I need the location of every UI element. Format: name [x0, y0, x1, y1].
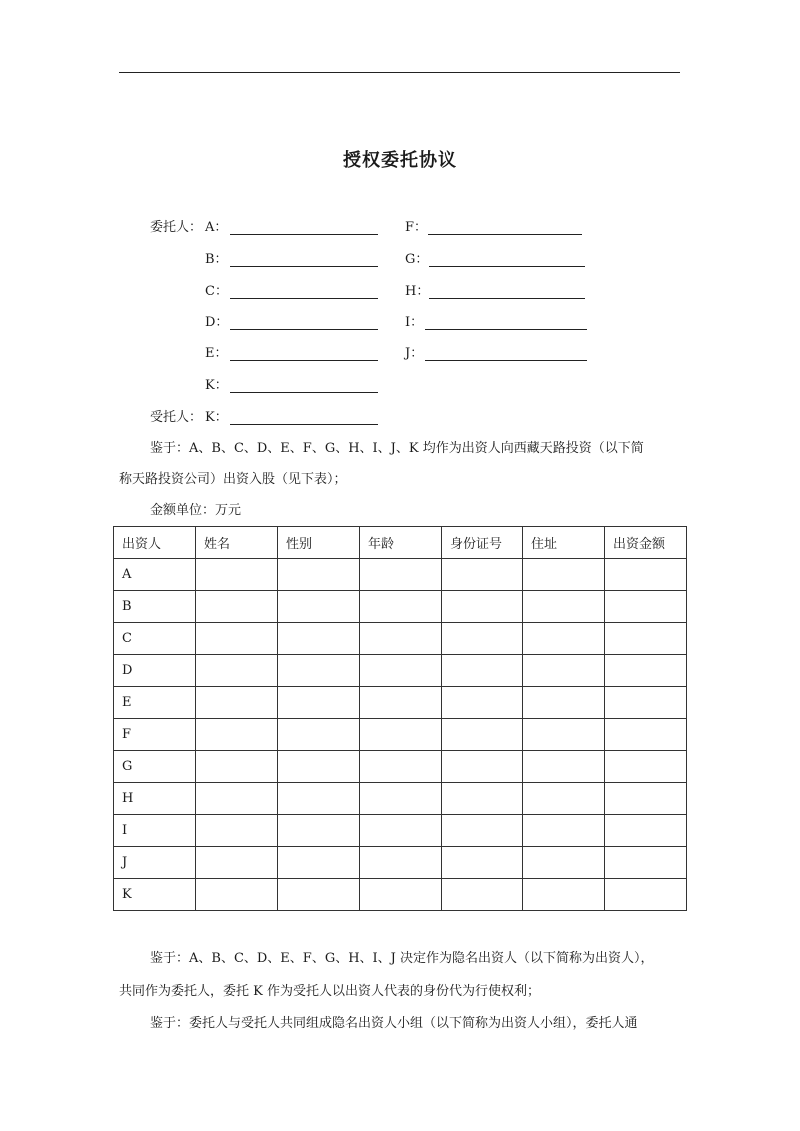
- amount-cell[interactable]: [605, 687, 687, 719]
- investor-cell: A: [114, 559, 196, 591]
- address-cell[interactable]: [523, 815, 605, 847]
- party-row-b-g: [150, 250, 600, 270]
- trustee-label: 受托人：: [150, 410, 203, 425]
- id-number-cell[interactable]: [442, 847, 523, 879]
- address-cell[interactable]: [523, 847, 605, 879]
- name-cell[interactable]: [196, 623, 278, 655]
- table-row: [114, 687, 687, 719]
- trustee-row: [150, 408, 600, 428]
- table-row: [114, 847, 687, 879]
- gender-cell[interactable]: [278, 879, 360, 911]
- gender-cell[interactable]: [278, 687, 360, 719]
- gender-cell[interactable]: [278, 847, 360, 879]
- name-cell[interactable]: [196, 719, 278, 751]
- id-number-cell[interactable]: [442, 783, 523, 815]
- party-label-d: D：: [205, 315, 229, 330]
- table-row: [114, 623, 687, 655]
- header-rule: [119, 72, 680, 73]
- party-b-blank[interactable]: [230, 266, 378, 267]
- trustee-blank[interactable]: [230, 424, 378, 425]
- party-g-blank[interactable]: [429, 266, 585, 267]
- party-d-blank[interactable]: [230, 329, 378, 330]
- amount-cell[interactable]: [605, 623, 687, 655]
- age-cell[interactable]: [360, 719, 442, 751]
- table-row: [114, 751, 687, 783]
- name-cell[interactable]: [196, 815, 278, 847]
- party-e-blank[interactable]: [230, 360, 378, 361]
- party-label-f: F：: [405, 220, 428, 235]
- party-a-blank[interactable]: [230, 234, 378, 235]
- party-k-blank[interactable]: [230, 392, 378, 393]
- column-header-address: 住址: [523, 527, 605, 559]
- column-header-investor: 出资人: [114, 527, 196, 559]
- party-c-blank[interactable]: [230, 298, 378, 299]
- address-cell[interactable]: [523, 879, 605, 911]
- id-number-cell[interactable]: [442, 719, 523, 751]
- address-cell[interactable]: [523, 559, 605, 591]
- age-cell[interactable]: [360, 687, 442, 719]
- table-row: [114, 815, 687, 847]
- name-cell[interactable]: [196, 655, 278, 687]
- gender-cell[interactable]: [278, 623, 360, 655]
- party-label-e: E：: [205, 346, 228, 361]
- column-header-amount: 出资金额: [605, 527, 687, 559]
- address-cell[interactable]: [523, 687, 605, 719]
- name-cell[interactable]: [196, 751, 278, 783]
- party-label-a: A：: [205, 220, 228, 235]
- table-row: [114, 879, 687, 911]
- age-cell[interactable]: [360, 655, 442, 687]
- amount-unit-note: 金额单位：万元: [150, 503, 242, 518]
- id-number-cell[interactable]: [442, 815, 523, 847]
- amount-cell[interactable]: [605, 751, 687, 783]
- investor-cell: D: [114, 655, 196, 687]
- trustee-party-label: K：: [205, 410, 228, 425]
- age-cell[interactable]: [360, 783, 442, 815]
- age-cell[interactable]: [360, 815, 442, 847]
- gender-cell[interactable]: [278, 719, 360, 751]
- name-cell[interactable]: [196, 559, 278, 591]
- party-h-blank[interactable]: [429, 298, 585, 299]
- party-row-a-f: [150, 218, 600, 238]
- page-title: 授权委托协议: [343, 150, 457, 171]
- id-number-cell[interactable]: [442, 559, 523, 591]
- table-row: [114, 655, 687, 687]
- address-cell[interactable]: [523, 751, 605, 783]
- entrustor-label: 委托人：: [150, 220, 203, 235]
- amount-cell[interactable]: [605, 655, 687, 687]
- id-number-cell[interactable]: [442, 655, 523, 687]
- column-header-gender: 性别: [278, 527, 360, 559]
- amount-cell[interactable]: [605, 559, 687, 591]
- whereas-paragraph-1-line-1: 鉴于：A、B、C、D、E、F、G、H、I、J、K 均作为出资人向西藏天路投资（以下简: [150, 441, 644, 456]
- whereas-paragraph-2-line-2: 共同作为委托人，委托 K 作为受托人以出资人代表的身份代为行使权利；: [119, 984, 540, 999]
- address-cell[interactable]: [523, 623, 605, 655]
- age-cell[interactable]: [360, 879, 442, 911]
- party-label-k: K：: [205, 378, 228, 393]
- investor-cell: J: [114, 847, 196, 879]
- party-row-c-h: [150, 282, 600, 302]
- age-cell[interactable]: [360, 591, 442, 623]
- investor-cell: I: [114, 815, 196, 847]
- party-label-h: H：: [405, 284, 430, 299]
- party-label-b: B：: [205, 252, 228, 267]
- id-number-cell[interactable]: [442, 687, 523, 719]
- name-cell[interactable]: [196, 687, 278, 719]
- name-cell[interactable]: [196, 591, 278, 623]
- gender-cell[interactable]: [278, 655, 360, 687]
- table-header-row: [114, 527, 687, 559]
- column-header-age: 年龄: [360, 527, 442, 559]
- investor-cell: K: [114, 879, 196, 911]
- address-cell[interactable]: [523, 655, 605, 687]
- party-label-j: J：: [405, 346, 424, 361]
- gender-cell[interactable]: [278, 783, 360, 815]
- age-cell[interactable]: [360, 559, 442, 591]
- investor-cell: B: [114, 591, 196, 623]
- amount-cell[interactable]: [605, 783, 687, 815]
- amount-cell[interactable]: [605, 719, 687, 751]
- name-cell[interactable]: [196, 847, 278, 879]
- party-label-g: G：: [405, 252, 429, 267]
- address-cell[interactable]: [523, 591, 605, 623]
- amount-cell[interactable]: [605, 847, 687, 879]
- party-row-k: [150, 376, 600, 396]
- name-cell[interactable]: [196, 879, 278, 911]
- amount-cell[interactable]: [605, 815, 687, 847]
- party-j-blank[interactable]: [425, 360, 587, 361]
- name-cell[interactable]: [196, 783, 278, 815]
- amount-cell[interactable]: [605, 591, 687, 623]
- id-number-cell[interactable]: [442, 591, 523, 623]
- party-f-blank[interactable]: [428, 234, 582, 235]
- investor-cell: C: [114, 623, 196, 655]
- address-cell[interactable]: [523, 783, 605, 815]
- investor-cell: G: [114, 751, 196, 783]
- gender-cell[interactable]: [278, 559, 360, 591]
- id-number-cell[interactable]: [442, 879, 523, 911]
- id-number-cell[interactable]: [442, 623, 523, 655]
- party-label-i: I：: [405, 315, 424, 330]
- table-row: [114, 719, 687, 751]
- id-number-cell[interactable]: [442, 751, 523, 783]
- amount-cell[interactable]: [605, 879, 687, 911]
- whereas-paragraph-2-line-1: 鉴于：A、B、C、D、E、F、G、H、I、J 决定作为隐名出资人（以下简称为出资人），: [150, 951, 654, 966]
- party-label-c: C：: [205, 284, 228, 299]
- investor-cell: H: [114, 783, 196, 815]
- whereas-paragraph-1-line-2: 称天路投资公司）出资入股（见下表）；: [119, 472, 347, 487]
- age-cell[interactable]: [360, 751, 442, 783]
- party-row-e-j: [150, 344, 600, 364]
- investor-table: [113, 526, 687, 911]
- table-row: [114, 591, 687, 623]
- gender-cell[interactable]: [278, 591, 360, 623]
- age-cell[interactable]: [360, 847, 442, 879]
- whereas-paragraph-3-line-1: 鉴于：委托人与受托人共同组成隐名出资人小组（以下简称为出资人小组），委托人通: [150, 1016, 638, 1031]
- column-header-name: 姓名: [196, 527, 278, 559]
- address-cell[interactable]: [523, 719, 605, 751]
- column-header-id-number: 身份证号: [442, 527, 523, 559]
- party-row-d-i: [150, 313, 600, 333]
- age-cell[interactable]: [360, 623, 442, 655]
- gender-cell[interactable]: [278, 751, 360, 783]
- gender-cell[interactable]: [278, 815, 360, 847]
- investor-cell: F: [114, 719, 196, 751]
- investor-cell: E: [114, 687, 196, 719]
- party-i-blank[interactable]: [425, 329, 587, 330]
- table-row: [114, 783, 687, 815]
- table-row: [114, 559, 687, 591]
